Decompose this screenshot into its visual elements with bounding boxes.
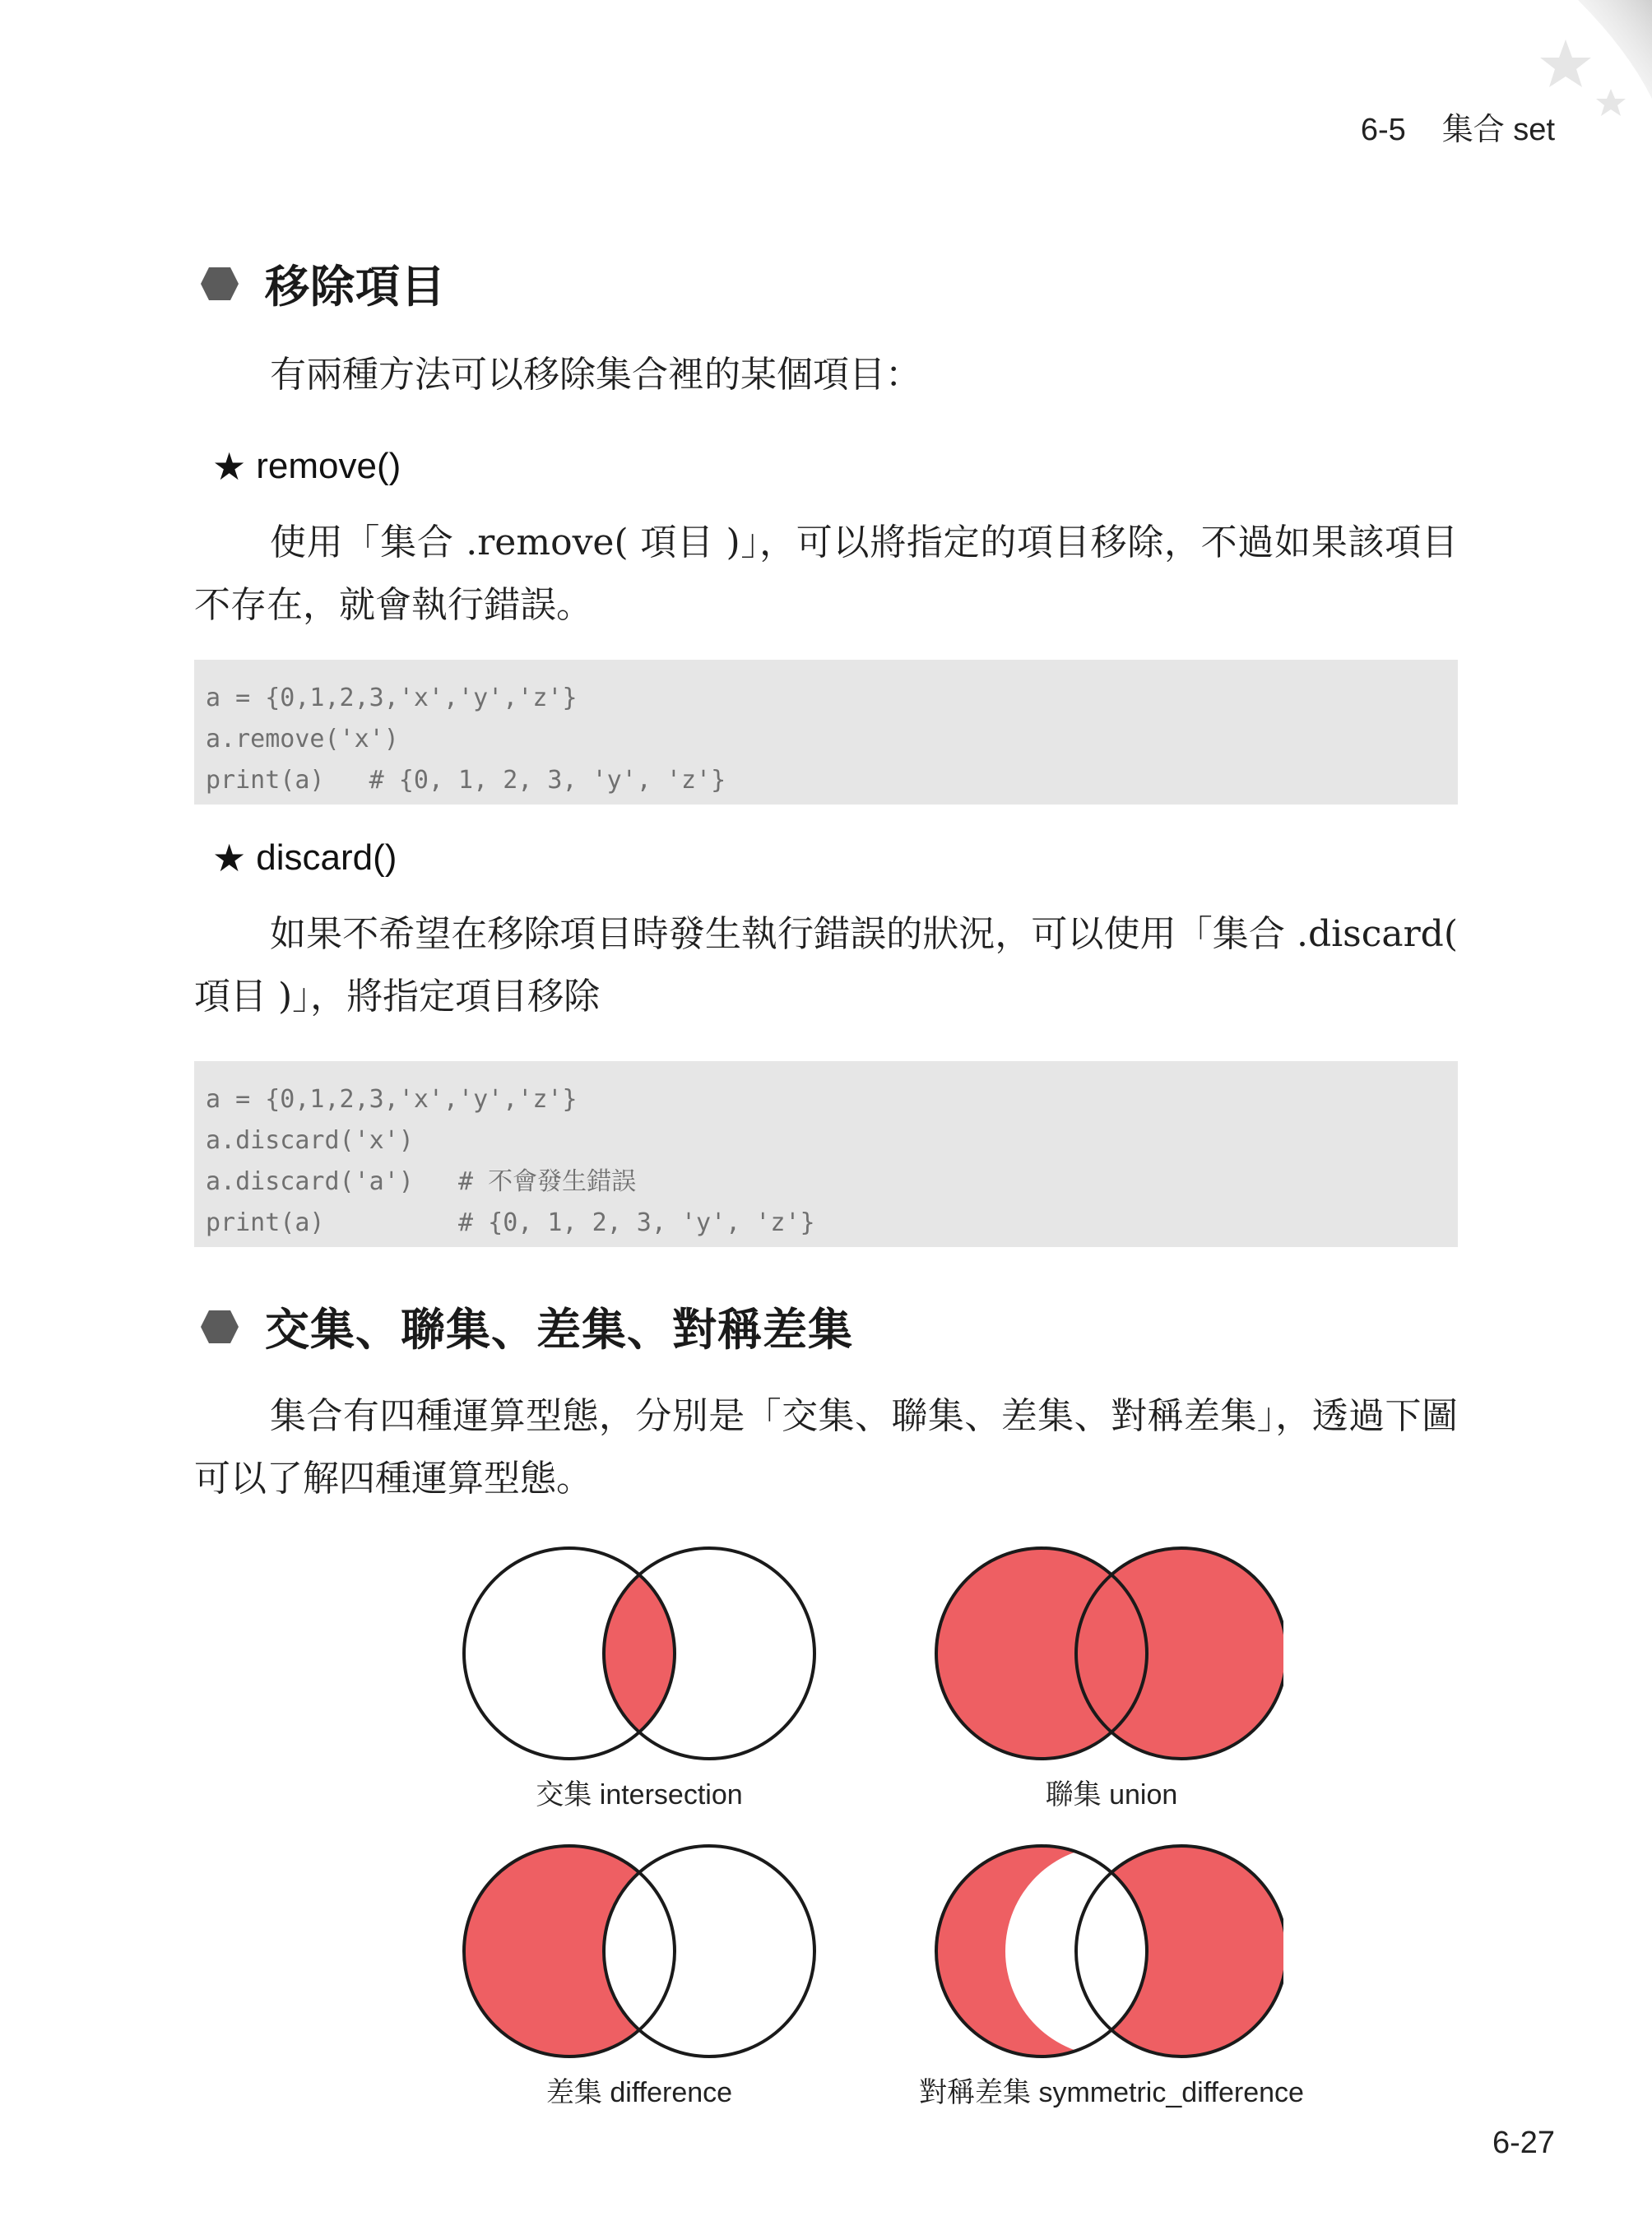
code-line: a.discard('x')	[206, 1126, 414, 1155]
venn-union	[936, 1548, 1283, 1759]
label-union: 聯集 union	[1045, 1779, 1178, 1811]
discard-description: 如果不希望在移除項目時發生執行錯誤的狀況，可以使用「集合 .discard( 項目 )」，將指定項目移除	[194, 913, 1458, 1018]
method-heading-discard: ★ discard()	[212, 836, 397, 880]
code-line: a = {0,1,2,3,'x','y','z'}	[206, 1085, 578, 1114]
code-block-remove	[194, 660, 1458, 805]
star-bullet-icon: ★	[212, 836, 247, 880]
code-block-discard	[194, 1061, 1458, 1247]
section-number: 6-5	[1360, 113, 1406, 147]
pentagon-bullet-icon	[199, 266, 240, 302]
code-line: a.remove('x')	[206, 725, 399, 754]
code-line: print(a) # {0, 1, 2, 3, 'y', 'z'}	[206, 766, 726, 795]
section-title: 集合 set	[1441, 113, 1555, 147]
section2-intro: 集合有四種運算型態，分別是「交集、聯集、差集、對稱差集」，透過下圖可以了解四種運算型態。	[194, 1395, 1458, 1500]
venn-difference	[464, 1846, 814, 2056]
remove-description: 使用「集合 .remove( 項目 )」，可以將指定的項目移除，不過如果該項目不存在，就會執行錯誤。	[194, 522, 1458, 626]
pentagon-bullet-icon	[199, 1309, 240, 1345]
star-icon	[1596, 89, 1626, 116]
venn-intersection	[464, 1548, 814, 1759]
star-icon	[1540, 39, 1591, 87]
method-heading-remove: ★ remove()	[212, 444, 401, 489]
section-heading-set-operations: 交集、聯集、差集、對稱差集	[199, 1295, 853, 1358]
label-difference: 差集 difference	[545, 2077, 733, 2108]
code-line: a.discard('a') # 不會發生錯誤	[206, 1167, 637, 1196]
code-line: a = {0,1,2,3,'x','y','z'}	[206, 684, 578, 712]
page-number: 6-27	[1492, 2126, 1555, 2160]
venn-diagram-figure	[387, 1532, 1304, 2132]
label-symmetric-difference: 對稱差集 symmetric_difference	[919, 2077, 1304, 2108]
label-intersection: 交集 intersection	[536, 1779, 743, 1811]
venn-diagrams	[387, 1532, 1283, 2132]
star-bullet-icon: ★	[212, 444, 247, 489]
code-line: print(a) # {0, 1, 2, 3, 'y', 'z'}	[206, 1208, 815, 1237]
section1-intro: 有兩種方法可以移除集合裡的某個項目：	[270, 354, 921, 396]
running-header	[1361, 104, 1555, 149]
section-heading-remove-items: 移除項目	[199, 252, 446, 315]
venn-symmetric-difference	[936, 1846, 1283, 2056]
